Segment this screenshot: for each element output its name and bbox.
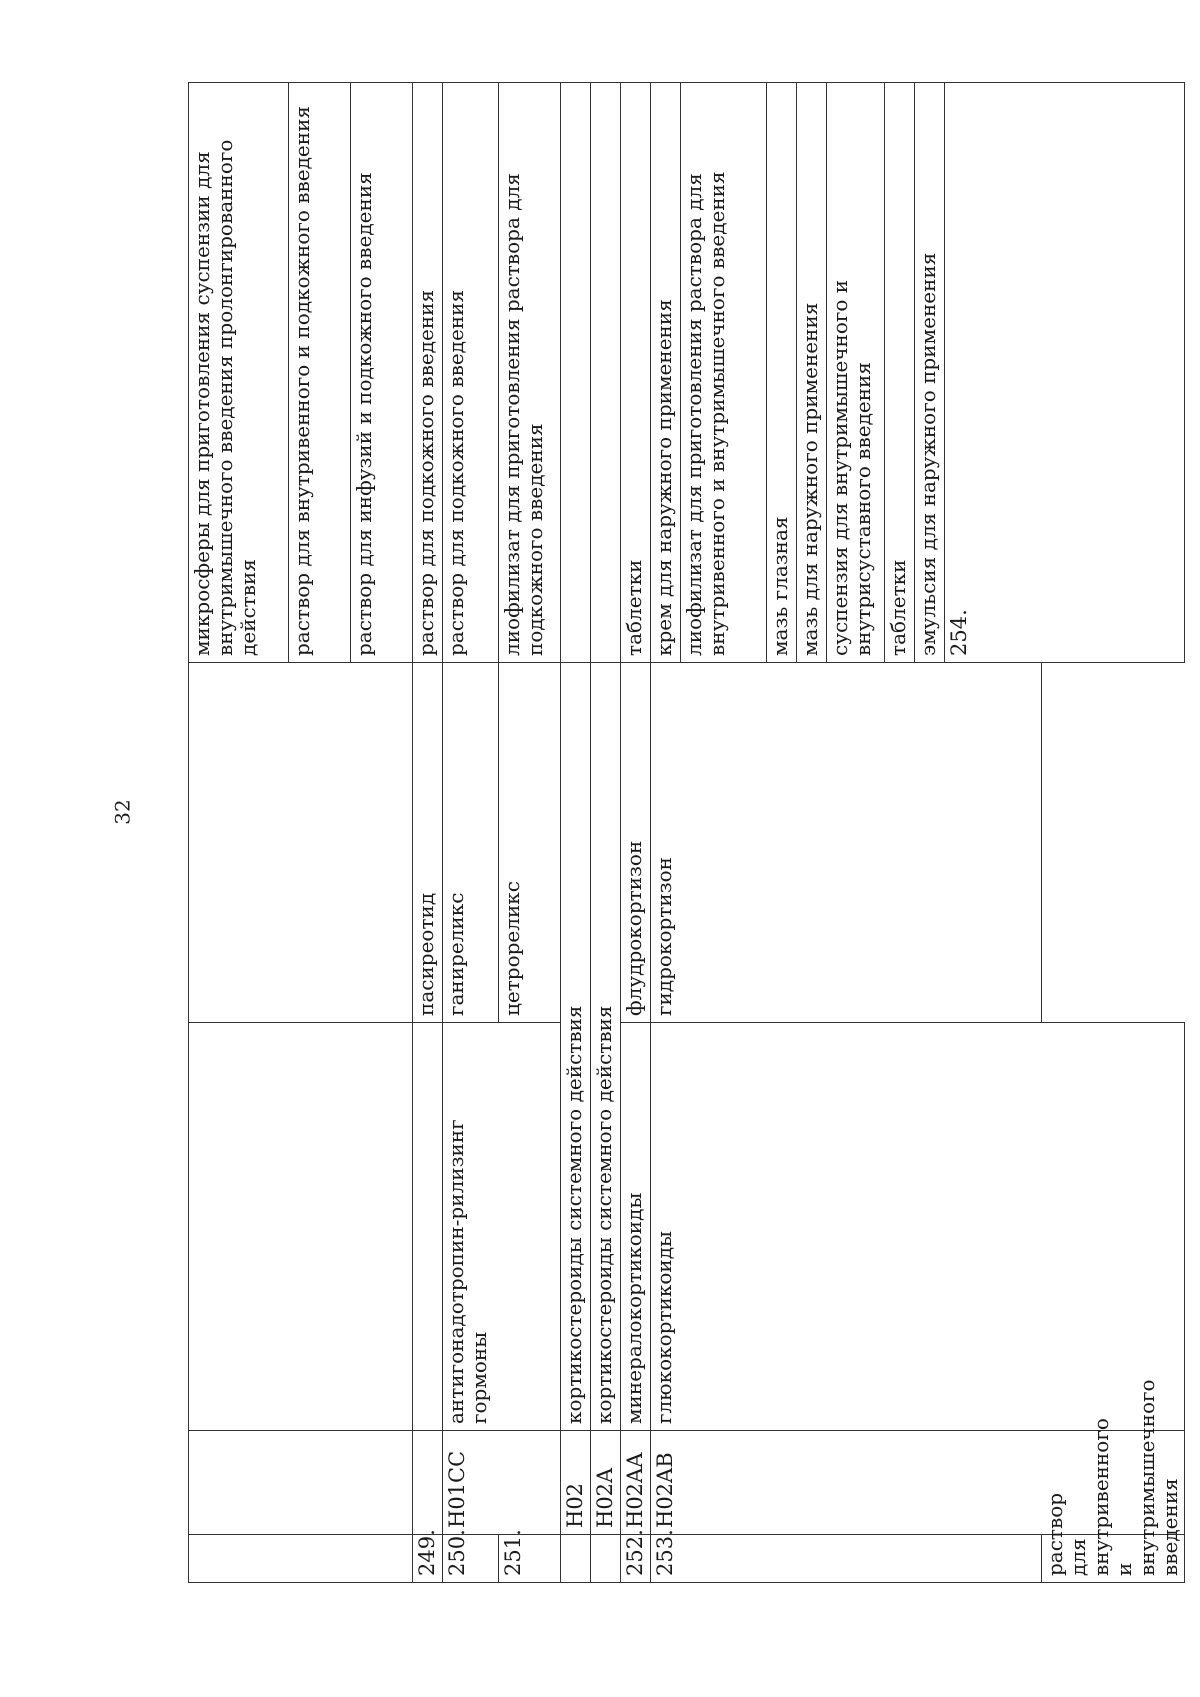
dosage-form-cell: лиофилизат для приготовления раствора для подкожного введения	[499, 83, 561, 663]
dosage-form-cell: раствор для внутривенного и подкожного введения	[289, 83, 351, 663]
table-row	[443, 83, 499, 1583]
drug-name-cell: цетрореликс	[499, 663, 561, 1023]
table-row	[621, 83, 651, 1583]
table-row	[189, 83, 289, 1583]
row-number-cell	[561, 1535, 591, 1583]
row-number-cell	[189, 1535, 413, 1583]
drug-table	[188, 82, 1185, 1583]
row-number-cell	[591, 1535, 621, 1583]
atc-code-cell: H02	[561, 1431, 591, 1535]
atc-code-cell: H01CC	[443, 1431, 561, 1535]
group-cell: антигонадотропин-рилизинг гормоны	[443, 1023, 561, 1431]
row-number-cell: 249.	[413, 1535, 443, 1583]
atc-code-cell: H02AA	[621, 1431, 651, 1535]
dosage-form-cell: раствор для подкожного введения	[443, 83, 499, 663]
row-number-cell: 253.	[651, 1535, 1042, 1583]
atc-code-cell: H02A	[591, 1431, 621, 1535]
group-cell: кортикостероиды системного действия	[561, 663, 591, 1431]
table-row	[561, 83, 591, 1583]
page-number: 32	[110, 799, 135, 825]
row-number-cell: 252.	[621, 1535, 651, 1583]
drug-name-cell	[189, 663, 413, 1023]
dosage-form-cell: лиофилизат для приготовления раствора для внутривенного и внутримышечного введения	[681, 83, 767, 663]
dosage-form-cell: мазь для наружного применения	[797, 83, 827, 663]
dosage-form-cell: таблетки	[885, 83, 915, 663]
drug-name-cell: гидрокортизон	[651, 663, 1042, 1023]
row-number-cell: 254.	[945, 83, 1185, 663]
group-cell	[413, 1023, 443, 1431]
dosage-form-cell: раствор для подкожного введения	[413, 83, 443, 663]
table-row	[591, 83, 621, 1583]
atc-code-cell	[413, 1431, 443, 1535]
dosage-form-cell	[591, 83, 621, 663]
row-number-cell: 250.	[443, 1535, 499, 1583]
dosage-form-cell	[561, 83, 591, 663]
dosage-form-cell: мазь глазная	[767, 83, 797, 663]
group-cell: минералокортикоиды	[621, 1023, 651, 1431]
group-cell: глюкокортикоиды	[651, 1023, 1185, 1431]
atc-code-cell	[189, 1431, 413, 1535]
drug-name-cell: ганиреликс	[443, 663, 499, 1023]
dosage-form-cell: микросферы для приготовления суспензии для внутримышечного введения пролонгированного действия	[189, 83, 289, 663]
row-number-cell: 251.	[499, 1535, 561, 1583]
dosage-form-cell: раствор для внутривенного и внутримышечного введения	[1042, 1535, 1185, 1583]
drug-name-cell: флудрокортизон	[621, 663, 651, 1023]
group-cell	[189, 1023, 413, 1431]
table-row	[651, 83, 681, 1583]
atc-code-cell: H02AB	[651, 1431, 1185, 1535]
dosage-form-cell: суспензия для внутримышечного и внутрисуставного введения	[827, 83, 885, 663]
dosage-form-cell: крем для наружного применения	[651, 83, 681, 663]
drug-table-wrapper	[188, 83, 1182, 1583]
table-row	[413, 83, 443, 1583]
dosage-form-cell: таблетки	[621, 83, 651, 663]
dosage-form-cell: раствор для инфузий и подкожного введения	[351, 83, 413, 663]
drug-name-cell: пасиреотид	[413, 663, 443, 1023]
dosage-form-cell: эмульсия для наружного применения	[915, 83, 945, 663]
group-cell: кортикостероиды системного действия	[591, 663, 621, 1431]
